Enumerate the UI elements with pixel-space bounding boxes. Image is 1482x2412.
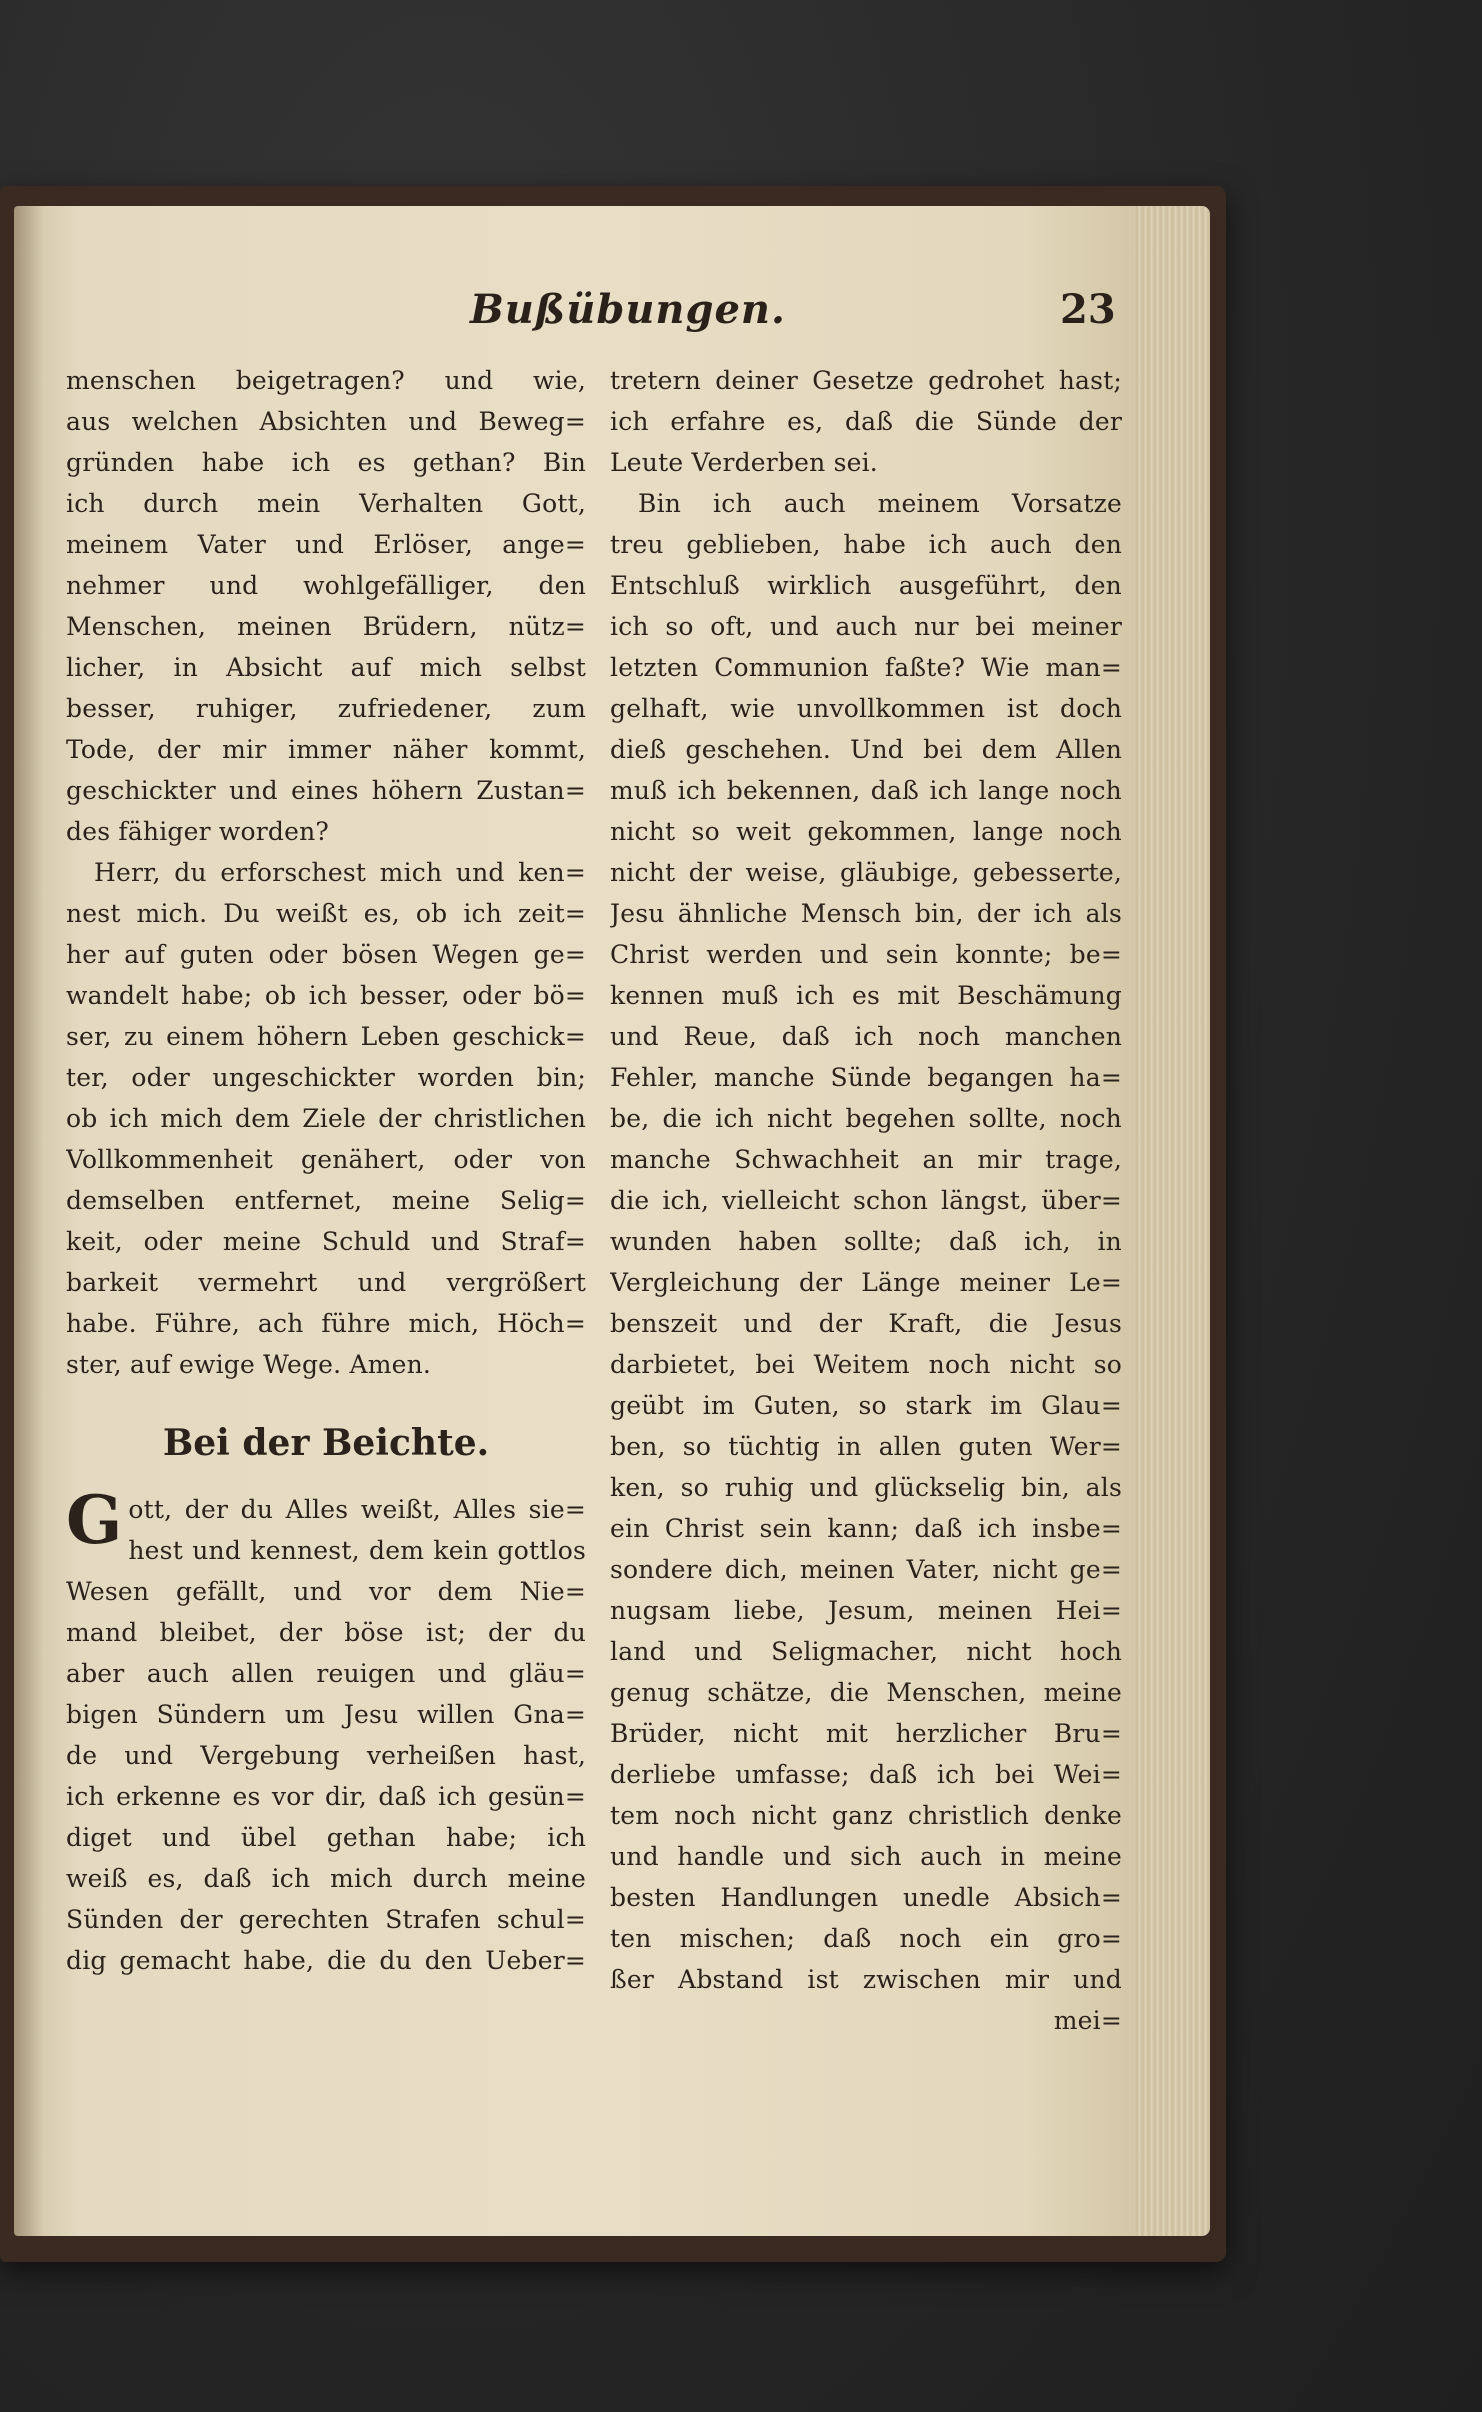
book-page <box>14 206 1134 2236</box>
text-line: ster, auf ewige Wege. Amen. <box>66 1350 432 1379</box>
left-text-part1 <box>66 360 586 1385</box>
text-line: treu geblieben, habe ich auch den <box>610 530 1122 559</box>
text-line: Bin ich auch meinem Vorsatze <box>638 489 1122 518</box>
text-line: nehmer und wohlgefälliger, den <box>66 571 586 600</box>
text-line: Fehler, manche Sünde begangen ha= <box>610 1063 1122 1092</box>
text-line: geschickter und eines höhern Zustan= <box>66 776 586 805</box>
text-line: des fähiger worden? <box>66 817 330 846</box>
text-line: ott, der du Alles weißt, Alles sie= <box>128 1495 586 1524</box>
text-line: ben, so tüchtig in allen guten Wer= <box>610 1432 1122 1461</box>
text-line: besser, ruhiger, zufriedener, zum <box>66 694 586 723</box>
text-line: dieß geschehen. Und bei dem Allen <box>610 735 1122 764</box>
text-line: Tode, der mir immer näher kommt, <box>66 735 586 764</box>
text-line: tem noch nicht ganz christlich denke <box>610 1801 1122 1830</box>
left-column <box>66 360 586 1981</box>
text-line: Sünden der gerechten Strafen schul= <box>66 1905 586 1934</box>
text-line: gelhaft, wie unvollkommen ist doch <box>610 694 1122 723</box>
text-line: menschen beigetragen? und wie, <box>66 366 586 395</box>
page-header <box>14 286 1134 346</box>
text-line: nicht der weise, gläubige, gebesserte, <box>610 858 1122 887</box>
catchword: mei= <box>1053 2006 1122 2035</box>
text-line: barkeit vermehrt und vergrößert <box>66 1268 586 1297</box>
text-line: Jesu ähnliche Mensch bin, der ich als <box>610 899 1122 928</box>
text-line: besten Handlungen unedle Absich= <box>610 1883 1122 1912</box>
text-line: Wesen gefällt, und vor dem Nie= <box>66 1577 586 1606</box>
text-line: demselben entfernet, meine Selig= <box>66 1186 586 1215</box>
text-line: nest mich. Du weißt es, ob ich zeit= <box>66 899 586 928</box>
text-line: her auf guten oder bösen Wegen ge= <box>66 940 586 969</box>
spine-shadow <box>14 206 44 2236</box>
text-line: ser, zu einem höhern Leben geschick= <box>66 1022 586 1051</box>
text-line: ßer Abstand ist zwischen mir und <box>610 1965 1122 1994</box>
text-line: wandelt habe; ob ich besser, oder bö= <box>66 981 586 1010</box>
text-line: ter, oder ungeschickter worden bin; <box>66 1063 586 1092</box>
text-line: Herr, du erforschest mich und ken= <box>94 858 586 887</box>
text-line: ob ich mich dem Ziele der christlichen <box>66 1104 586 1133</box>
text-line: dig gemacht habe, die du den Ueber= <box>66 1946 586 1975</box>
text-line: und handle und sich auch in meine <box>610 1842 1122 1871</box>
left-text-part2 <box>66 1530 586 1981</box>
page-number: 23 <box>1060 286 1116 333</box>
text-line: land und Seligmacher, nicht hoch <box>610 1637 1122 1666</box>
text-line: diget und übel gethan habe; ich <box>66 1823 586 1852</box>
text-line: Christ werden und sein konnte; be= <box>610 940 1122 969</box>
text-line: ein Christ sein kann; daß ich insbe= <box>610 1514 1122 1543</box>
text-line: de und Vergebung verheißen hast, <box>66 1741 586 1770</box>
running-title: Bußübungen. <box>470 286 786 333</box>
text-line: gründen habe ich es gethan? Bin <box>66 448 586 477</box>
text-line: darbietet, bei Weitem noch nicht so <box>610 1350 1122 1379</box>
text-line: hest und kennest, dem kein gottlos <box>128 1536 586 1565</box>
text-line: bigen Sündern um Jesu willen Gna= <box>66 1700 586 1729</box>
text-line: kennen muß ich es mit Beschämung <box>610 981 1122 1010</box>
text-line: nugsam liebe, Jesum, meinen Hei= <box>610 1596 1122 1625</box>
text-line: die ich, vielleicht schon längst, über= <box>610 1186 1122 1215</box>
right-text <box>610 360 1122 2000</box>
text-line: geübt im Guten, so stark im Glau= <box>610 1391 1122 1420</box>
text-line: weiß es, daß ich mich durch meine <box>66 1864 586 1893</box>
text-line: ken, so ruhig und glückselig bin, als <box>610 1473 1122 1502</box>
text-line: wunden haben sollte; daß ich, in <box>610 1227 1122 1256</box>
text-line: Brüder, nicht mit herzlicher Bru= <box>610 1719 1122 1748</box>
text-line: sondere dich, meinen Vater, nicht ge= <box>610 1555 1122 1584</box>
text-line: Vergleichung der Länge meiner Le= <box>610 1268 1122 1297</box>
text-line: tretern deiner Gesetze gedrohet hast; <box>610 366 1122 395</box>
text-line: manche Schwachheit an mir trage, <box>610 1145 1122 1174</box>
text-line: nicht so weit gekommen, lange noch <box>610 817 1122 846</box>
text-line: keit, oder meine Schuld und Straf= <box>66 1227 586 1256</box>
text-line: mand bleibet, der böse ist; der du <box>66 1618 586 1647</box>
text-line: habe. Führe, ach führe mich, Höch= <box>66 1309 586 1338</box>
text-line: aus welchen Absichten und Beweg= <box>66 407 586 436</box>
text-line: Vollkommenheit genähert, oder von <box>66 1145 586 1174</box>
text-line: Menschen, meinen Brüdern, nütz= <box>66 612 586 641</box>
text-line: ich erfahre es, daß die Sünde der <box>610 407 1122 436</box>
right-column <box>610 360 1122 2041</box>
section-heading: Bei der Beichte. <box>162 1422 490 1464</box>
text-line: ich so oft, und auch nur bei meiner <box>610 612 1122 641</box>
text-line: genug schätze, die Menschen, meine <box>610 1678 1122 1707</box>
prayer-paragraph <box>66 1481 586 1981</box>
text-line: letzten Communion faßte? Wie man= <box>610 653 1122 682</box>
text-line: meinem Vater und Erlöser, ange= <box>66 530 586 559</box>
text-line: licher, in Absicht auf mich selbst <box>66 653 586 682</box>
drop-cap: G <box>66 1481 123 1559</box>
text-line: Leute Verderben sei. <box>610 448 878 477</box>
text-line: und Reue, daß ich noch manchen <box>610 1022 1122 1051</box>
text-line: be, die ich nicht begehen sollte, noch <box>610 1104 1122 1133</box>
text-line: benszeit und der Kraft, die Jesus <box>610 1309 1122 1338</box>
text-line: muß ich bekennen, daß ich lange noch <box>610 776 1122 805</box>
text-line: ten mischen; daß noch ein gro= <box>610 1924 1122 1953</box>
text-line: ich erkenne es vor dir, daß ich gesün= <box>66 1782 586 1811</box>
text-line: derliebe umfasse; daß ich bei Wei= <box>610 1760 1122 1789</box>
text-line: ich durch mein Verhalten Gott, <box>66 489 586 518</box>
text-line: Entschluß wirklich ausgeführt, den <box>610 571 1122 600</box>
text-line: aber auch allen reuigen und gläu= <box>66 1659 586 1688</box>
